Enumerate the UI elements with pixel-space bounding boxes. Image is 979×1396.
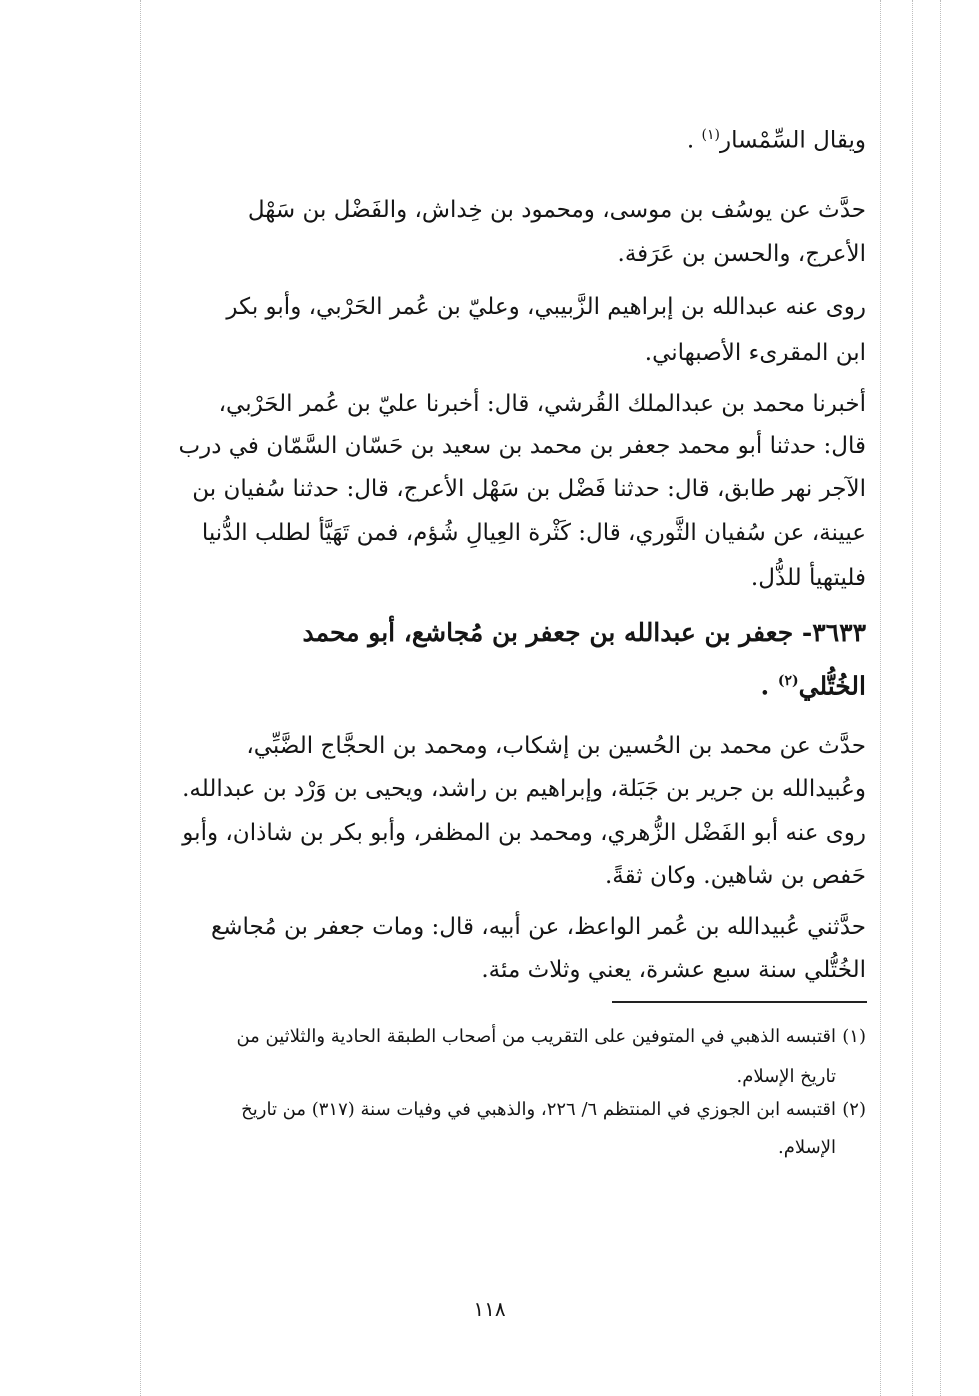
scan-artifact-line: [940, 0, 941, 1396]
scan-artifact-line: [140, 0, 141, 1396]
footnote-text: اقتبسه الذهبي في المتوفين على التقريب من أصحاب الطبقة الحادية والثلاثين من: [236, 1026, 836, 1047]
footnote-2: [241, 1097, 866, 1123]
text-line: عيينة، عن سُفيان الثَّوري، قال: كَثْرة العِيالِ شُؤم، فمن تَهَيَّأ لطلب الدُّنيا: [201, 520, 866, 546]
text-line: الآجر نهر طابق، قال: حدثنا فَضْل بن سَهْل الأعرج، قال: حدثنا سُفيان بن: [192, 476, 866, 502]
scan-artifact-line: [912, 0, 913, 1396]
footnote-2-cont: [778, 1135, 836, 1161]
text-line: الخُتُّلي سنة سبع عشرة، يعني وثلاث مئة.: [481, 957, 866, 983]
footnote-number: (٢): [842, 1099, 866, 1120]
text-line: فليتهيأ للذُّل.: [750, 565, 866, 591]
text-line: قال: حدثنا أبو محمد جعفر بن محمد بن سعيد بن حَسّان السَّمّان في درب: [178, 433, 866, 459]
text-line: أخبرنا محمد بن عبدالملك القُرشي، قال: أخبرنا عليّ بن عُمر الحَرْبي،: [218, 391, 866, 417]
text-line: ابن المقرىء الأصبهاني.: [644, 340, 866, 366]
text-line: الأعرج، والحسن بن عَرَفة.: [617, 241, 866, 267]
text-line: ويقال السِّمْسار$^{(١)}$ .: [686, 127, 866, 154]
footnote-text: اقتبسه ابن الجوزي في المنتظم ٦/ ٢٢٦، والذهبي في وفيات سنة (٣١٧) من تاريخ: [241, 1099, 836, 1120]
footnote-1: [236, 1024, 866, 1050]
text-line: روى عنه أبو الفَضْل الزُّهري، ومحمد بن المظفر، وأبو بكر بن شاذان، وأبو: [182, 820, 866, 846]
footnote-number: (١): [842, 1026, 866, 1047]
entry-heading: الخُتُّلي$^{(٢)}$ .: [760, 671, 866, 701]
page-number: ١١٨: [473, 1297, 506, 1321]
footnote-separator: [612, 1001, 867, 1003]
text-line: حَفص بن شاهين. وكان ثقةً.: [605, 863, 866, 889]
footnote-text: الإسلام.: [778, 1137, 836, 1158]
scan-artifact-line: [880, 0, 881, 1396]
text-line: حدَّث عن محمد بن الحُسين بن إشكاب، ومحمد بن الحجَّاج الضَّبِّي،: [246, 733, 866, 759]
text-line: حدَّثني عُبيدالله بن عُمر الواعظ، عن أبيه، قال: ومات جعفر بن مُجاشع: [210, 914, 866, 940]
text-line: وعُبيدالله بن جرير بن جَبَلة، وإبراهيم بن راشد، ويحيى بن وَرْد بن عبدالله.: [182, 776, 866, 802]
text-line: روى عنه عبدالله بن إبراهيم الزَّبيبي، وعليّ بن عُمر الحَرْبي، وأبو بكر: [226, 294, 866, 320]
footnote-text: تاريخ الإسلام.: [736, 1066, 836, 1087]
text-line: حدَّث عن يوسُف بن موسى، ومحمود بن خِداش، والفَضْل بن سَهْل: [247, 197, 866, 223]
footnote-1-cont: [737, 1064, 837, 1090]
entry-heading: ٣٦٣٣- جعفر بن عبدالله بن جعفر بن مُجاشع، أبو محمد: [302, 618, 866, 647]
